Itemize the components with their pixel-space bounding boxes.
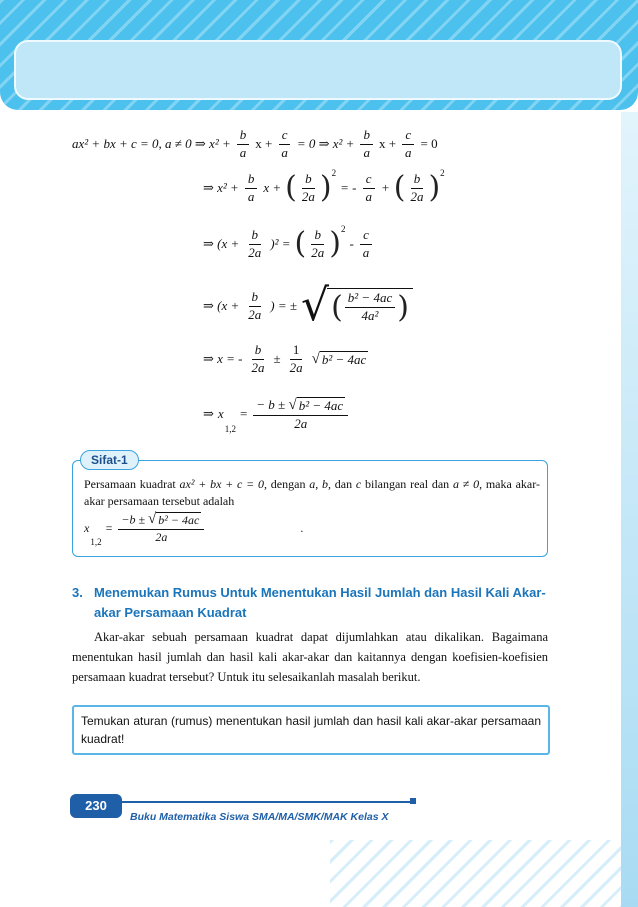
denominator: a xyxy=(363,144,370,160)
numerator: b xyxy=(411,172,424,189)
fraction xyxy=(237,128,250,161)
fraction xyxy=(287,343,306,376)
header-inner-panel xyxy=(14,40,622,100)
statement-text: , dengan xyxy=(264,477,310,491)
fraction xyxy=(308,228,327,261)
denominator: a xyxy=(405,144,412,160)
derivation-line-6 xyxy=(203,397,350,432)
square-root xyxy=(301,280,413,331)
fraction xyxy=(362,172,375,205)
math-text: + xyxy=(380,180,390,196)
fraction xyxy=(407,172,426,205)
denominator: a xyxy=(362,244,370,260)
numerator xyxy=(253,397,348,416)
denominator: 2a xyxy=(248,306,262,322)
square-root xyxy=(312,351,369,368)
denominator: 2a xyxy=(410,188,424,204)
radical-sign: √ xyxy=(301,280,330,331)
math-text: ⇒ x = - xyxy=(203,351,243,367)
quadratic-formula-fraction xyxy=(253,397,348,432)
math-text: ⇒ x² + xyxy=(203,180,239,196)
left-paren: ( xyxy=(393,170,406,206)
statement-text: , dan xyxy=(328,477,356,491)
fraction xyxy=(402,128,415,161)
left-paren: ( xyxy=(285,170,297,206)
numerator: b xyxy=(237,128,250,145)
exponent: 2 xyxy=(440,168,445,178)
fraction xyxy=(249,343,268,376)
radicand: b² − 4ac xyxy=(298,398,344,413)
section-heading xyxy=(72,583,548,623)
left-paren: ( xyxy=(294,226,307,262)
fraction xyxy=(360,128,373,161)
square-root xyxy=(148,512,201,528)
book-title: Buku Matematika Siswa SMA/MA/SMK/MAK Kelas X xyxy=(130,811,389,823)
property-statement xyxy=(84,476,540,510)
statement-text: , xyxy=(315,477,323,491)
right-paren: ) xyxy=(329,226,341,262)
right-decorative-strip xyxy=(621,112,638,907)
math-text: ⇒ (x + xyxy=(203,298,240,313)
statement-text: , maka akar-akar persamaan tersebut adalah xyxy=(84,477,541,508)
left-paren: ( xyxy=(331,289,343,325)
statement-text: bilangan real dan xyxy=(361,477,453,491)
numerator: b xyxy=(245,172,258,189)
numerator: c xyxy=(279,128,291,145)
bottom-decorative-band xyxy=(330,840,621,907)
footer-square-marker xyxy=(410,798,416,804)
math-text: ± xyxy=(273,351,281,367)
statement-math: a xyxy=(309,477,316,491)
statement-math: a ≠ 0 xyxy=(452,477,480,491)
formula-period: . xyxy=(300,520,304,535)
footer-rule xyxy=(122,801,412,803)
square-root xyxy=(288,397,345,414)
numerator: 1 xyxy=(290,343,303,360)
page-header-banner xyxy=(0,0,638,110)
numerator: c xyxy=(402,128,414,145)
statement-text: Persamaan kuadrat xyxy=(84,477,180,491)
numerator: c xyxy=(360,228,372,245)
derivation-line-4 xyxy=(203,280,413,331)
radical-sign: √ xyxy=(148,511,157,528)
equals-sign: = xyxy=(105,520,113,535)
fraction xyxy=(245,228,264,261)
math-text: ) = ± xyxy=(270,298,298,313)
numerator: b xyxy=(249,290,262,307)
math-text: x + xyxy=(255,136,273,152)
denominator: a xyxy=(247,188,255,204)
derivation-line-5 xyxy=(203,343,368,376)
right-paren: ) xyxy=(397,289,409,325)
variable-x: x xyxy=(217,406,224,422)
fraction xyxy=(278,128,291,161)
page-number-badge: 230 xyxy=(70,794,122,818)
math-text: = 0 ⇒ x² + xyxy=(296,136,355,152)
math-text: ⇒ xyxy=(203,406,214,422)
denominator: a xyxy=(239,144,247,160)
statement-math: ax² + bx + c = 0 xyxy=(179,477,265,491)
numerator: b² − 4ac xyxy=(345,291,395,308)
numerator: b xyxy=(249,228,262,245)
numerator: b xyxy=(302,172,315,189)
math-text: = - xyxy=(340,180,357,196)
squared-paren-group xyxy=(393,168,445,206)
property-label: Sifat-1 xyxy=(80,450,139,470)
section-title: Menemukan Rumus Untuk Menentukan Hasil Jumlah dan Hasil Kali Akar-akar Persamaan Kuadrat xyxy=(94,585,546,620)
denominator: 2a xyxy=(289,359,303,375)
numerator: b xyxy=(311,228,324,245)
fraction xyxy=(360,228,373,261)
body-paragraph: Akar-akar sebuah persamaan kuadrat dapat dijumlahkan atau dikalikan. Bagaimana menentukan hasil jumlah dan hasil kali akar-akar dan kaitannya dengan koefisien-koefisien persamaan kuadrat tersebut? Untuk itu selesaikanlah masalah berikut. xyxy=(72,630,548,684)
numerator-prefix: −b ± xyxy=(121,512,146,527)
denominator: 2a xyxy=(294,415,308,431)
paren-group xyxy=(331,291,409,324)
derivation-line-3 xyxy=(203,224,374,262)
denominator: 4a² xyxy=(361,308,379,323)
exponent: 2 xyxy=(340,224,346,234)
numerator: b xyxy=(360,128,373,145)
radical-sign: √ xyxy=(288,396,297,413)
radical-sign: √ xyxy=(311,350,320,367)
math-text: ax² + bx + c = 0, a ≠ 0 ⇒ x² + xyxy=(72,136,231,152)
quadratic-formula-fraction xyxy=(118,512,204,545)
math-text: x + xyxy=(263,180,282,196)
denominator: 2a xyxy=(251,359,265,375)
radicand: b² − 4ac xyxy=(158,513,200,527)
subscript: 1,2 xyxy=(90,536,102,547)
fraction xyxy=(299,172,318,205)
derivation-line-2 xyxy=(203,168,445,206)
variable-x: x xyxy=(84,520,90,535)
numerator: b xyxy=(252,343,265,360)
statement-math: b xyxy=(322,477,329,491)
fraction xyxy=(245,172,258,205)
section-number: 3. xyxy=(72,585,83,600)
fraction xyxy=(345,291,395,324)
numerator-prefix: − b ± xyxy=(256,396,286,412)
denominator: 2a xyxy=(155,529,168,544)
math-text: ⇒ (x + xyxy=(203,236,240,252)
radicand xyxy=(327,288,413,324)
denominator: a xyxy=(365,188,372,204)
denominator: a xyxy=(281,144,288,160)
derivation-line-1 xyxy=(72,128,438,161)
equals-sign: = xyxy=(239,406,248,422)
math-text: - xyxy=(349,236,354,252)
denominator: 2a xyxy=(311,244,325,260)
right-paren: ) xyxy=(428,170,441,206)
right-paren: ) xyxy=(319,170,332,206)
math-text: x + xyxy=(378,136,397,152)
radicand: b² − 4ac xyxy=(321,351,367,367)
fraction xyxy=(245,290,264,323)
denominator: 2a xyxy=(301,188,315,204)
denominator: 2a xyxy=(248,244,262,260)
task-box: Temukan aturan (rumus) menentukan hasil jumlah dan hasil kali akar-akar persamaan kuadrat! xyxy=(72,705,550,755)
numerator: c xyxy=(363,172,375,189)
squared-paren-group xyxy=(294,224,346,262)
math-text: = 0 xyxy=(420,136,438,152)
exponent: 2 xyxy=(331,168,337,178)
squared-paren-group xyxy=(285,168,337,206)
statement-math: c xyxy=(355,477,362,491)
numerator xyxy=(118,512,204,530)
math-text: )² = xyxy=(270,236,291,252)
property-formula xyxy=(84,512,303,545)
subscript: 1,2 xyxy=(224,423,236,434)
